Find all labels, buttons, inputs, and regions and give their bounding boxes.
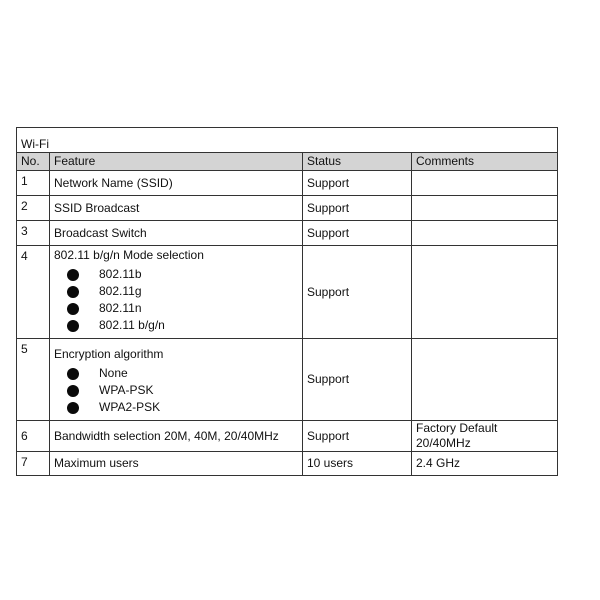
- row-comments: [412, 421, 558, 452]
- table-row: [17, 221, 558, 246]
- row-number: 3: [17, 221, 50, 246]
- row-status: Support: [303, 339, 412, 421]
- table-row: [17, 246, 558, 339]
- header-comments: Comments: [412, 153, 558, 171]
- mode-list: [54, 266, 298, 334]
- list-item: [54, 399, 298, 416]
- row-status: 10 users: [303, 452, 412, 476]
- comment-line: 20/40MHz: [416, 436, 471, 450]
- row-number: 1: [17, 171, 50, 196]
- table-row: [17, 339, 558, 421]
- bullet-icon: [67, 320, 79, 332]
- list-item-label: 802.11n: [99, 301, 142, 315]
- row-number: 5: [17, 339, 50, 421]
- list-item-label: 802.11g: [99, 284, 142, 298]
- list-item: [54, 317, 298, 334]
- bullet-icon: [67, 402, 79, 414]
- row-feature: Broadcast Switch: [50, 221, 303, 246]
- list-item: [54, 300, 298, 317]
- row-comments: [412, 221, 558, 246]
- table-title: Wi-Fi: [17, 128, 558, 153]
- table-row: [17, 196, 558, 221]
- row-status: Support: [303, 246, 412, 339]
- row-feature: Maximum users: [50, 452, 303, 476]
- row-comments: [412, 246, 558, 339]
- feature-label: 802.11 b/g/n Mode selection: [54, 248, 204, 262]
- comment-line: Factory Default: [416, 421, 498, 435]
- list-item-label: WPA-PSK: [99, 383, 154, 397]
- row-status: Support: [303, 196, 412, 221]
- header-status: Status: [303, 153, 412, 171]
- bullet-icon: [67, 286, 79, 298]
- row-number: 7: [17, 452, 50, 476]
- row-comments: 2.4 GHz: [412, 452, 558, 476]
- row-status: Support: [303, 421, 412, 452]
- bullet-icon: [67, 385, 79, 397]
- list-item: [54, 365, 298, 382]
- row-number: 6: [17, 421, 50, 452]
- table-row: [17, 421, 558, 452]
- row-status: Support: [303, 171, 412, 196]
- row-comments: [412, 196, 558, 221]
- header-feature: Feature: [50, 153, 303, 171]
- encryption-list: [54, 365, 298, 416]
- list-item-label: 802.11b: [99, 267, 142, 281]
- list-item: [54, 382, 298, 399]
- wifi-spec-table: [16, 127, 558, 476]
- bullet-icon: [67, 269, 79, 281]
- row-feature: Bandwidth selection 20M, 40M, 20/40MHz: [50, 421, 303, 452]
- bullet-icon: [67, 368, 79, 380]
- row-feature: [50, 246, 303, 339]
- row-number: 4: [17, 246, 50, 339]
- table-title-row: [17, 128, 558, 153]
- list-item-label: None: [99, 366, 128, 380]
- row-feature: [50, 339, 303, 421]
- list-item: [54, 266, 298, 283]
- row-comments: [412, 171, 558, 196]
- row-feature: Network Name (SSID): [50, 171, 303, 196]
- table-row: [17, 452, 558, 476]
- table-row: [17, 171, 558, 196]
- list-item-label: WPA2-PSK: [99, 400, 161, 414]
- list-item: [54, 283, 298, 300]
- header-no: No.: [17, 153, 50, 171]
- feature-label: Encryption algorithm: [54, 347, 164, 361]
- row-feature: SSID Broadcast: [50, 196, 303, 221]
- row-comments: [412, 339, 558, 421]
- table-header-row: [17, 153, 558, 171]
- bullet-icon: [67, 303, 79, 315]
- row-number: 2: [17, 196, 50, 221]
- row-status: Support: [303, 221, 412, 246]
- list-item-label: 802.11 b/g/n: [99, 318, 165, 332]
